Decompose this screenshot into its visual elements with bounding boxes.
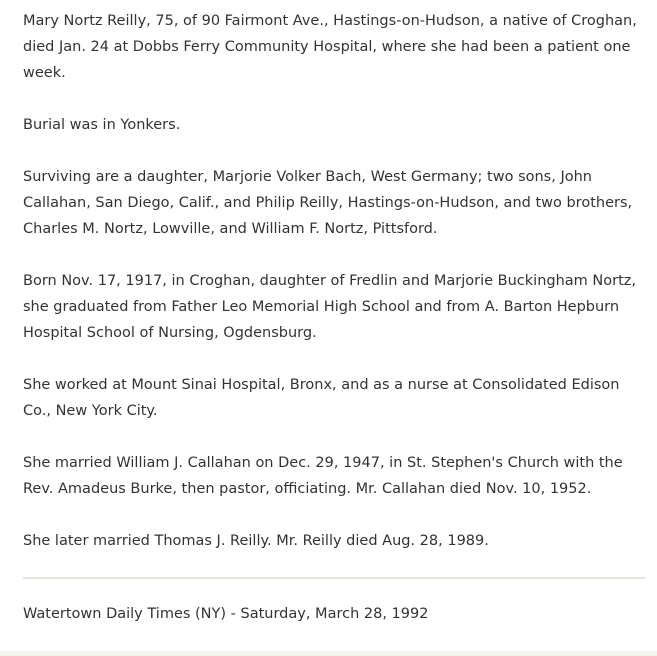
section-divider xyxy=(23,577,645,579)
article-paragraph-1: Mary Nortz Reilly, 75, of 90 Fairmont Ave., Hastings-on-Hudson, a native of Croghan, died Jan. 24 at Dobbs Ferry Community Hospital, where she had been a patient one week. xyxy=(23,13,637,81)
article-paragraph-2: Burial was in Yonkers. xyxy=(23,117,181,133)
article-paragraph-6: She married William J. Callahan on Dec. 29, 1947, in St. Stephen's Church with the Rev. Amadeus Burke, then pastor, officiating. Mr. Callahan died Nov. 10, 1952. xyxy=(23,455,623,497)
footer-band xyxy=(0,651,657,656)
article-paragraph-7: She later married Thomas J. Reilly. Mr. Reilly died Aug. 28, 1989. xyxy=(23,533,489,549)
source-citation: Watertown Daily Times (NY) - Saturday, March 28, 1992 xyxy=(23,606,429,622)
article-paragraph-5: She worked at Mount Sinai Hospital, Bronx, and as a nurse at Consolidated Edison Co., New York City. xyxy=(23,377,620,419)
article-paragraph-4: Born Nov. 17, 1917, in Croghan, daughter of Fredlin and Marjorie Buckingham Nortz, she graduated from Father Leo Memorial High School and from A. Barton Hepburn Hospital School of Nursing, Ogdensburg. xyxy=(23,273,636,341)
article-paragraph-3: Surviving are a daughter, Marjorie Volker Bach, West Germany; two sons, John Callahan, San Diego, Calif., and Philip Reilly, Hastings-on-Hudson, and two brothers, Charles M. Nortz, Lowville, and William F. Nortz, Pittsford. xyxy=(23,169,633,237)
obituary-article xyxy=(23,8,645,580)
